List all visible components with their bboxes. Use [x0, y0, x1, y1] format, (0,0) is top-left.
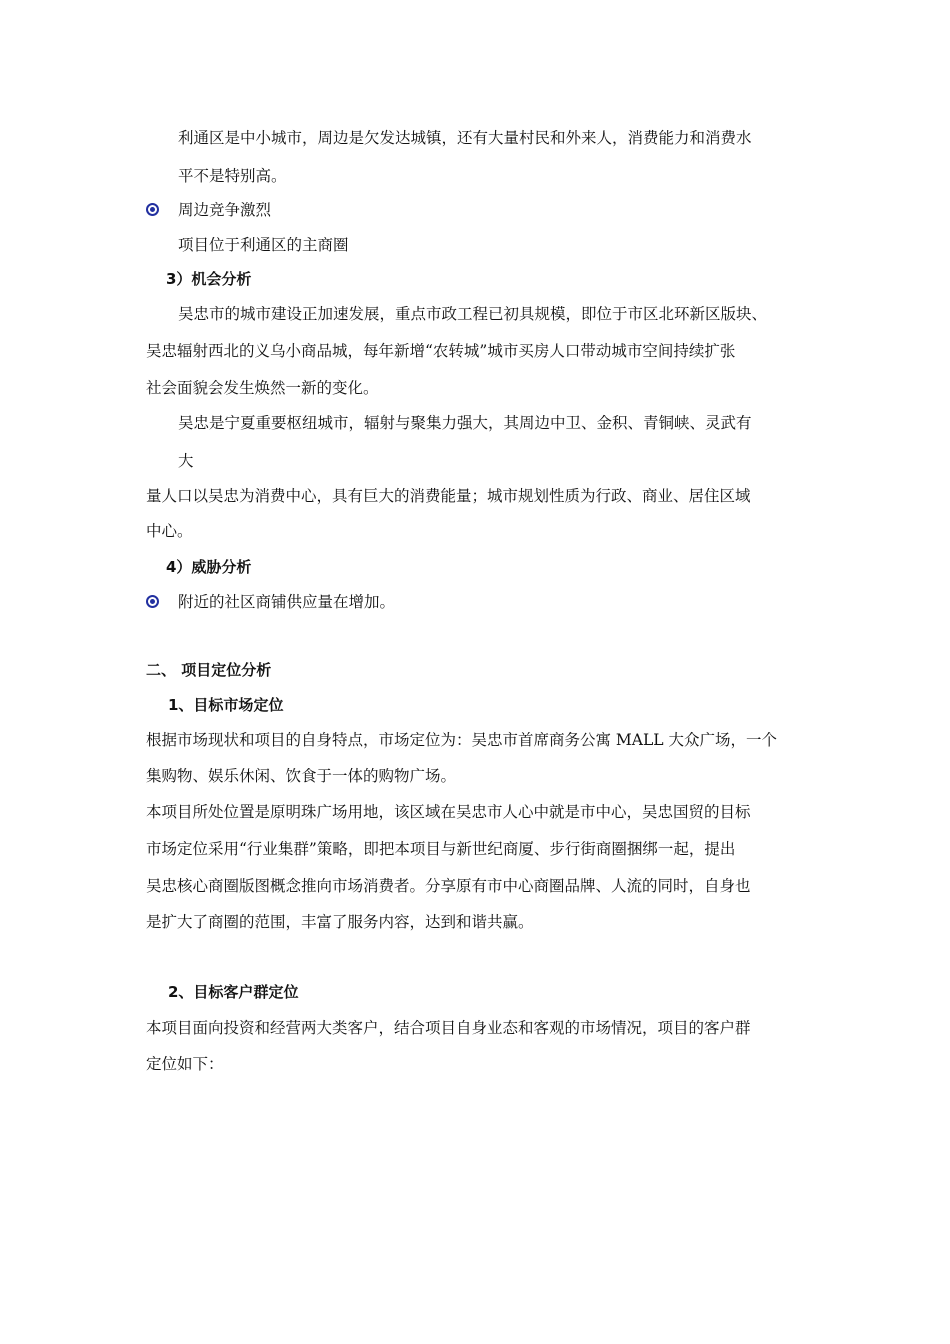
heading-project-positioning: 二、 项目定位分析 — [146, 661, 272, 679]
paragraph-city-construction-line-3: 社会面貌会发生焕然一新的变化。 — [146, 379, 379, 397]
paragraph-market-positioning-line-1: 根据市场现状和项目的自身特点，市场定位为：吴忠市首席商务公寓 MALL 大众广场，一个 — [146, 731, 778, 749]
paragraph-consumption-line-1: 利通区是中小城市，周边是欠发达城镇，还有大量村民和外来人，消费能力和消费水 — [178, 129, 752, 147]
paragraph-hub-city-line-1: 吴忠是宁夏重要枢纽城市，辐射与聚集力强大，其周边中卫、金积、青铜峡、灵武有 — [178, 414, 752, 432]
paragraph-hub-city-line-4: 中心。 — [146, 522, 193, 540]
paragraph-hub-city-line-3: 量人口以吴忠为消费中心，具有巨大的消费能量；城市规划性质为行政、商业、居住区域 — [146, 487, 751, 505]
heading-target-customer: 2、目标客户群定位 — [168, 983, 299, 1001]
paragraph-consumption-line-2: 平不是特别高。 — [178, 167, 287, 185]
heading-target-market: 1、目标市场定位 — [168, 696, 284, 714]
paragraph-city-construction-line-1: 吴忠市的城市建设正加速发展，重点市政工程已初具规模，即位于市区北环新区版块、 — [178, 305, 768, 323]
paragraph-city-construction-line-2: 吴忠辐射西北的义乌小商品城，每年新增“农转城”城市买房人口带动城市空间持续扩张 — [146, 342, 736, 360]
paragraph-location-line-4: 是扩大了商圈的范围，丰富了服务内容，达到和谐共赢。 — [146, 913, 534, 931]
paragraph-location-line-2: 市场定位采用“行业集群”策略，即把本项目与新世纪商厦、步行街商圈捆绑一起，提出 — [146, 840, 736, 858]
heading-opportunity-analysis: 3）机会分析 — [166, 270, 252, 288]
paragraph-market-positioning-line-2: 集购物、娱乐休闲、饮食于一体的购物广场。 — [146, 767, 457, 785]
double-circle-bullet-icon — [146, 203, 159, 216]
bullet-competition: 周边竞争激烈 — [178, 201, 272, 219]
paragraph-customer-line-1: 本项目面向投资和经营两大类客户，结合项目自身业态和客观的市场情况，项目的客户群 — [146, 1019, 751, 1037]
paragraph-location-line-3: 吴忠核心商圈版图概念推向市场消费者。分享原有市中心商圈品牌、人流的同时，自身也 — [146, 877, 751, 895]
paragraph-customer-line-2: 定位如下： — [146, 1055, 224, 1073]
paragraph-main-business-circle: 项目位于利通区的主商圈 — [178, 236, 349, 254]
paragraph-hub-city-line-2: 大 — [178, 452, 194, 470]
heading-threat-analysis: 4）威胁分析 — [166, 558, 252, 576]
bullet-community-shops: 附近的社区商铺供应量在增加。 — [178, 593, 396, 611]
paragraph-location-line-1: 本项目所处位置是原明珠广场用地，该区域在吴忠市人心中就是市中心，吴忠国贸的目标 — [146, 803, 751, 821]
double-circle-bullet-icon — [146, 595, 159, 608]
